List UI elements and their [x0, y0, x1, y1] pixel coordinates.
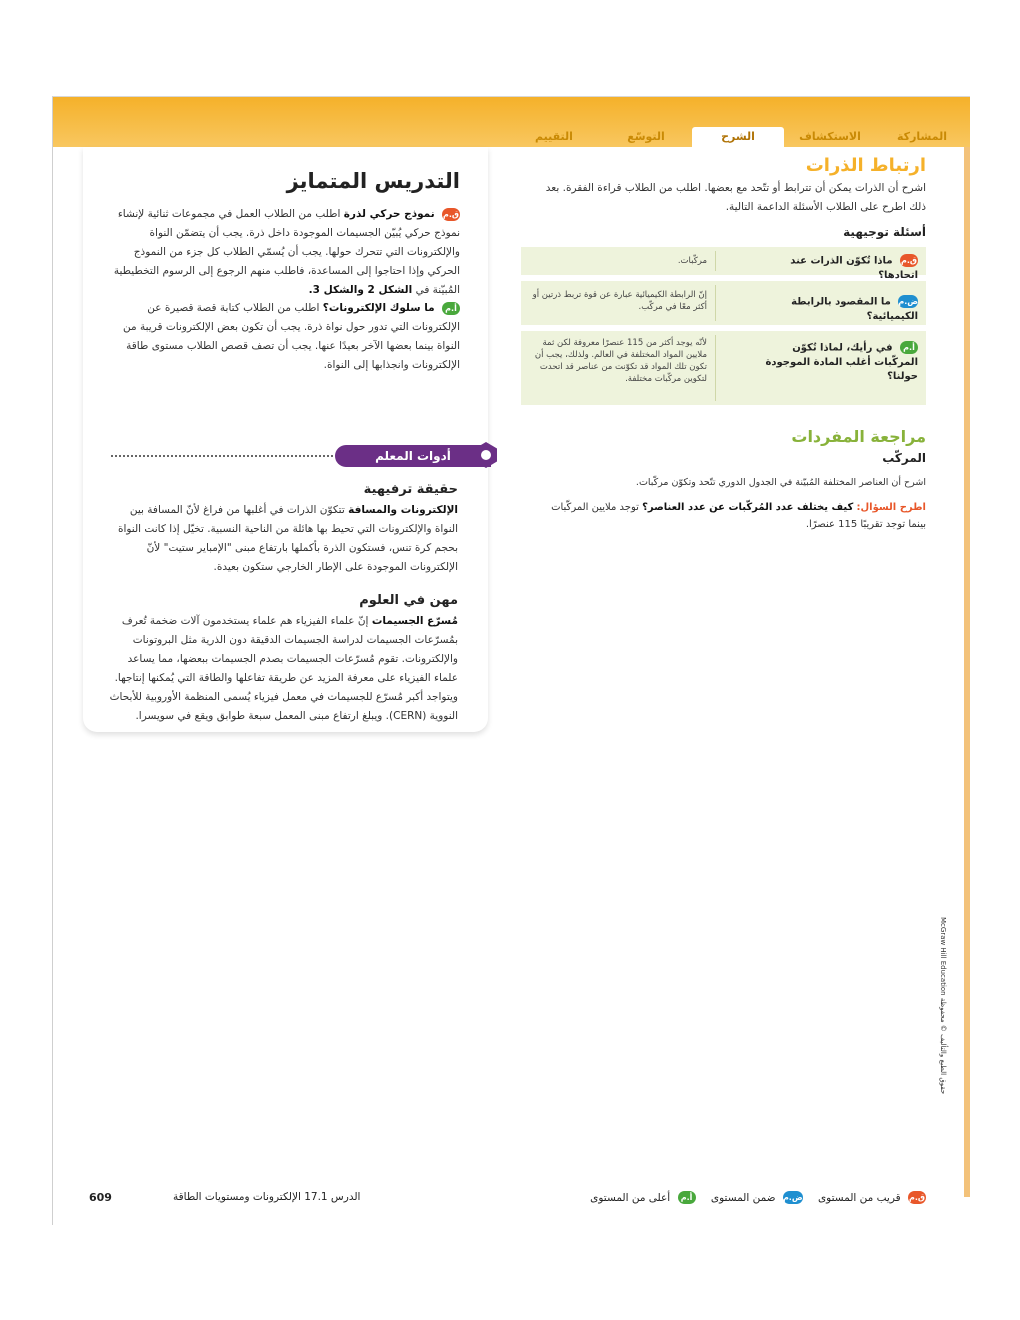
tab-elaborate[interactable]: التوسّع — [627, 130, 665, 143]
diff-item-1-heading: نموذج حركي لذرة — [343, 208, 435, 220]
near-level-badge: ق.م — [900, 256, 918, 265]
vocab-question: كيف يختلف عدد المُركّبات عن عدد العناصر؟ — [642, 502, 854, 513]
tab-engage[interactable]: المشاركة — [897, 130, 947, 143]
differentiated-title: التدريس المتمايز — [286, 169, 460, 193]
tab-evaluate[interactable]: التقييم — [535, 130, 573, 143]
vocab-answer: توجد ملايين المركّبات بينما توجد تقريبًا 115 عنصرًا. — [551, 502, 926, 530]
legend-above-label: أعلى من المستوى — [590, 1191, 671, 1204]
copyright-text: McGraw Hill Education حقوق الطبع والتأليف © محفوظة — [939, 917, 947, 1095]
column-separator — [715, 285, 716, 321]
vocab-definition: اشرح أن العناصر المختلفة المُبيّنة في الجدول الدوري تتّحد وتكوّن مركّبات. — [635, 477, 926, 488]
above-level-badge: أ.م — [442, 302, 460, 315]
level-legend — [578, 1191, 926, 1204]
textbook-page — [52, 96, 970, 1225]
dotted-divider — [111, 455, 333, 457]
diff-item-1 — [110, 205, 460, 300]
guiding-question-row — [521, 247, 926, 281]
figure-reference: الشكل 2 والشكل 3. — [308, 284, 413, 296]
near-level-badge: ق.م — [908, 1193, 926, 1202]
vocab-question-block — [531, 499, 926, 533]
careers-lead: مُسرّع الجسيمات — [371, 615, 458, 627]
tab-explore[interactable]: الاستكشاف — [799, 130, 861, 143]
vocab-review-title: مراجعة المفردات — [791, 427, 926, 446]
differentiated-box — [83, 147, 488, 732]
vocab-word: المركّب — [882, 451, 926, 465]
careers-text: إنّ علماء الفيزياء هم علماء يستخدمون آلات ضخمة تُعرف بمُسرّعات الجسيمات لدراسة الجسيمات الدقيقة دون الذرية مثل البروتونات والإلكترونات. تقوم مُسرّعات الجسيمات بصدم الجسيمات ببعضها، مما يساعد علماء الفيزياء على معرفة المزيد عن طريقة تفاعلها والطاقة التي يُمكنها إنتاجها. ويتواجد أكبر مُسرّع للجسيمات في معمل فيزياء يُسمى المنظمة الأوروبية للأبحاث النووية (CERN). ويبلغ ارتفاع مبنى المعمل سبعة طوابق ويقع في سويسرا. — [109, 615, 458, 722]
question-text — [753, 254, 918, 283]
teacher-tools-banner — [111, 445, 491, 467]
question-text — [753, 341, 918, 384]
above-level-badge: أ.م — [900, 341, 918, 354]
section-tabs — [508, 127, 968, 147]
question-text — [753, 295, 918, 324]
tab-explain[interactable]: الشرح — [692, 127, 784, 147]
careers-paragraph — [106, 612, 458, 726]
page-number: 609 — [89, 1191, 112, 1204]
answer-2: إنّ الرابطة الكيميائية عبارة عن قوة تربط ذرتين أو أكثر معًا في مركّب. — [532, 290, 707, 312]
diff-item-2 — [110, 299, 460, 375]
fun-fact-lead: الإلكترونات والمسافة — [348, 504, 458, 516]
guiding-question-row — [521, 331, 926, 405]
legend-near-label: قريب من المستوى — [817, 1191, 901, 1204]
within-level-badge: ض.م — [782, 1193, 803, 1202]
guiding-question-row — [521, 281, 926, 325]
column-separator — [715, 335, 716, 401]
near-level-badge: ق.م — [442, 209, 460, 219]
careers-title: مهن في العلوم — [359, 593, 458, 608]
legend-within-label: ضمن المستوى — [710, 1191, 776, 1204]
diff-item-2-text: اطلب من الطلاب كتابة قصة قصيرة عن الإلكترونات التي تدور حول نواة ذرة. يجب أن تكون بعض الإلكترونات قريبة من النواة بينما بعضها الآخر بعيدًا عنها. يجب أن تصف قصص الطلاب مستوى طاقة الإلكترونات وانجذابها إلى النواة. — [123, 302, 460, 371]
ask-question-label: اطرح السؤال: — [856, 502, 926, 513]
answer-3: لأنّه يوجد أكثر من 115 عنصرًا معروفة لكن ثمة ملايين المواد المختلفة في العالم. ولذلك، يجب أن تكون تلك المواد قد تكوّنت من عناصر قد اتحدت لتكوين مركّبات مختلفة. — [534, 338, 707, 384]
within-level-badge: ض.م — [898, 297, 918, 306]
fun-fact-title: حقيقة ترفيهية — [363, 482, 458, 497]
header-bar — [53, 97, 970, 147]
page-footer — [53, 1191, 970, 1211]
diff-item-1-text: اطلب من الطلاب العمل في مجموعات ثنائية لإنشاء نموذج حركي يُبيّن الجسيمات الموجودة داخل ذرة. يجب أن يتضمّن النواة والإلكترونات التي تتحرك حولها. يجب أن يُسمّي الطلاب كل جزء من النموذج الحركي وإذا احتاجوا إلى المساعدة، فاطلب منهم الرجوع إلى الرسوم التخطيطية المُبيّنة في — [113, 208, 460, 296]
bonding-title: ارتباط الذرات — [805, 155, 926, 176]
question-3: في رأيك، لماذا تُكوّن المركّبات أغلب المادة الموجودة حولنا؟ — [765, 342, 918, 382]
answer-1: مركّبات. — [677, 256, 707, 266]
fun-fact-paragraph — [106, 501, 458, 577]
guiding-questions-title: أسئلة توجيهية — [843, 225, 926, 239]
lesson-title: الدرس 17.1 الإلكترونات ومستويات الطاقة — [173, 1191, 361, 1203]
question-2: ما المقصود بالرابطة الكيميائية؟ — [791, 296, 918, 322]
column-separator — [715, 251, 716, 271]
fun-fact-text: تتكوّن الذرات في أغلبها من فراغ لأنّ المسافة بين النواة والإلكترونات التي تحيط بها هائلة من الناحية النسبية. تخيّل إذا كانت النواة بحجم كرة تنس، فستكون الذرة بأكملها بارتفاع مبنى "الإمباير ستيت" لأنّ الإلكترونات الموجودة على الإطار الخارجي ستكون بعيدة. — [117, 504, 458, 573]
diff-item-2-heading: ما سلوك الإلكترونات؟ — [322, 302, 435, 314]
right-edge-stripe — [964, 147, 970, 1197]
copyright-notice — [941, 917, 961, 1177]
teacher-tools-label: أدوات المعلم — [335, 445, 491, 467]
above-level-badge: أ.م — [678, 1191, 696, 1204]
question-1: ماذا تُكوّن الذرات عند اتحادها؟ — [790, 255, 918, 281]
bonding-intro: اشرح أن الذرات يمكن أن تترابط أو تتّحد مع بعضها. اطلب من الطلاب قراءة الفقرة. بعد ذلك اطرح على الطلاب الأسئلة الداعمة التالية. — [545, 182, 926, 213]
